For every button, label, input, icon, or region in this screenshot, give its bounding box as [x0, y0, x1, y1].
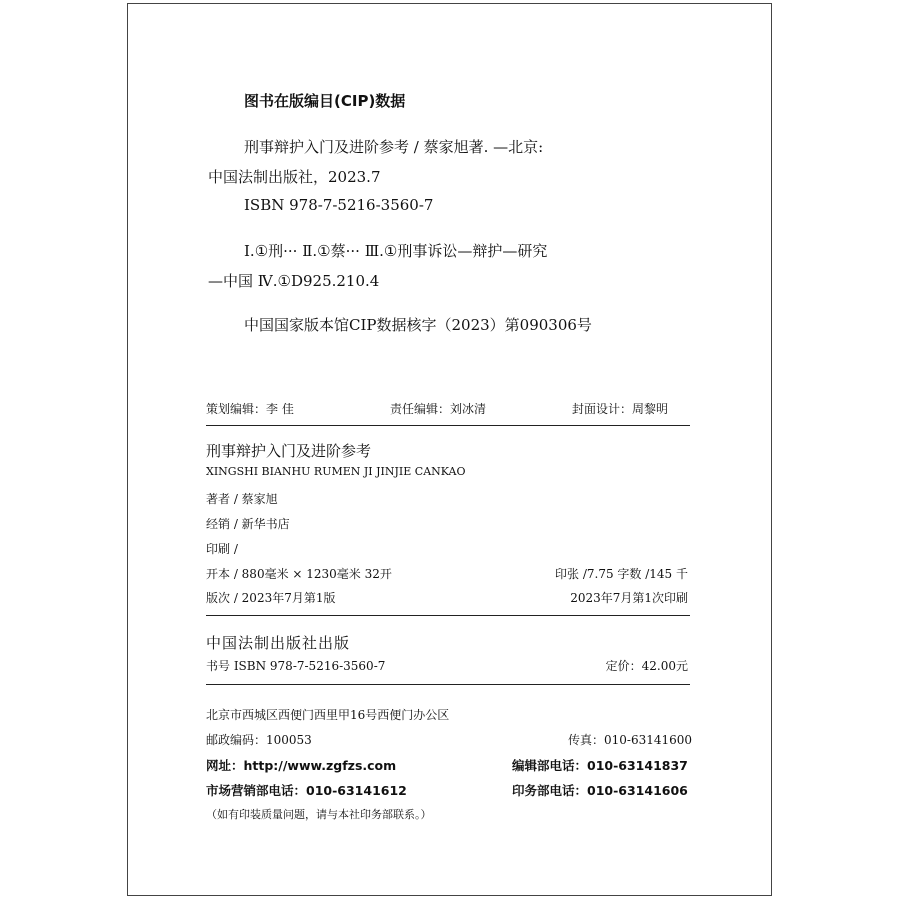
format: 开本 / 880毫米 × 1230毫米 32开 — [206, 567, 392, 581]
author: 著者 / 蔡家旭 — [206, 492, 278, 506]
sheets-and-word-count: 印张 /7.75 字数 /145 千 — [555, 567, 688, 581]
copyright-page — [127, 3, 772, 896]
book-title-pinyin: XINGSHI BIANHU RUMEN JI JINJIE CANKAO — [206, 465, 466, 478]
postcode: 邮政编码：100053 — [206, 733, 312, 747]
cip-classification-2: —中国 Ⅳ.①D925.210.4 — [208, 272, 380, 290]
divider-middle — [206, 615, 690, 616]
publisher-name: 中国法制出版社出版 — [206, 634, 351, 652]
printing-dept-phone: 印务部电话：010-63141606 — [512, 783, 688, 798]
divider-top — [206, 425, 690, 426]
website: 网址：http://www.zgfzs.com — [206, 758, 397, 773]
editorial-phone: 编辑部电话：010-63141837 — [512, 758, 688, 773]
cip-isbn: ISBN 978-7-5216-3560-7 — [244, 196, 434, 214]
cip-heading: 图书在版编目(CIP)数据 — [244, 92, 406, 110]
cip-line-title: 刑事辩护入门及进阶参考 / 蔡家旭著. —北京: — [244, 138, 544, 156]
cover-designer: 封面设计：周黎明 — [572, 402, 669, 416]
marketing-phone: 市场营销部电话：010-63141612 — [206, 783, 407, 798]
price: 定价：42.00元 — [605, 659, 688, 673]
cip-classification-1: Ⅰ.①刑··· Ⅱ.①蔡··· Ⅲ.①刑事诉讼—辩护—研究 — [244, 242, 548, 260]
planning-editor: 策划编辑：李 佳 — [206, 402, 294, 416]
distributor: 经销 / 新华书店 — [206, 517, 290, 531]
cip-line-publisher: 中国法制出版社，2023.7 — [208, 168, 381, 186]
printer: 印刷 / — [206, 542, 238, 556]
quality-note: （如有印装质量问题，请与本社印务部联系。） — [206, 808, 432, 821]
fax: 传真：010-63141600 — [568, 733, 693, 747]
book-number: 书号 ISBN 978-7-5216-3560-7 — [206, 659, 386, 673]
edition: 版次 / 2023年7月第1版 — [206, 591, 336, 605]
printing: 2023年7月第1次印刷 — [570, 591, 688, 605]
cip-number: 中国国家版本馆CIP数据核字（2023）第090306号 — [244, 316, 592, 334]
divider-bottom — [206, 684, 690, 685]
responsible-editor: 责任编辑：刘冰清 — [390, 402, 487, 416]
address: 北京市西城区西便门西里甲16号西便门办公区 — [206, 708, 450, 722]
book-title: 刑事辩护入门及进阶参考 — [206, 442, 372, 460]
